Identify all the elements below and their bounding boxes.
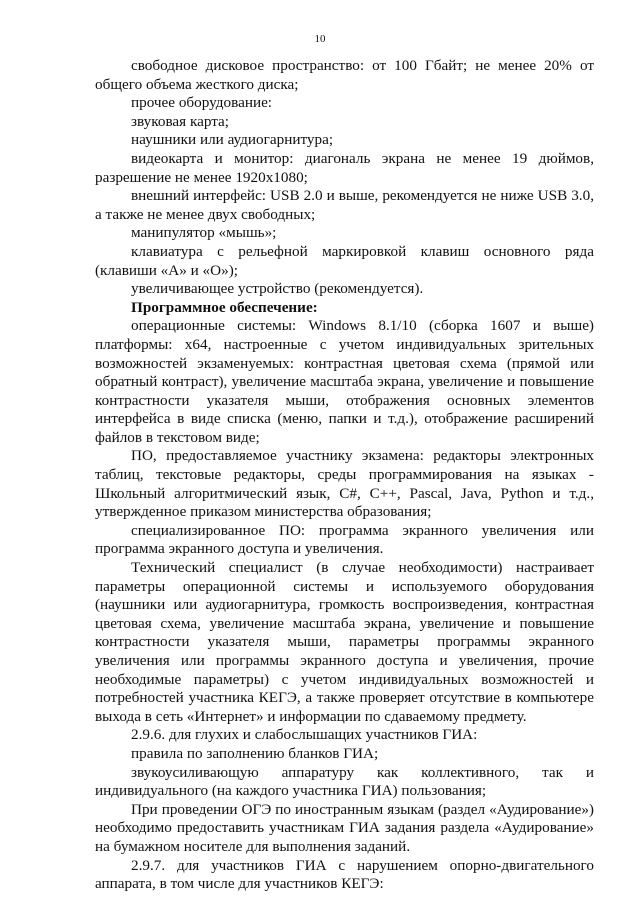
paragraph-foreign-language-exam: При проведении ОГЭ по иностранным языкам (раздел «Аудирование») необходимо предоставить участникам ГИА задания раздела «Аудирование» на бумажном носителе для выполнения заданий. bbox=[95, 800, 594, 855]
paragraph-sound-card: звуковая карта; bbox=[131, 112, 230, 130]
paragraph-2-9-6-heading: 2.9.6. для глухих и слабослышащих участников ГИА: bbox=[131, 726, 478, 744]
paragraph-magnifier: увеличивающее устройство (рекомендуется). bbox=[131, 280, 424, 298]
paragraph-sound-amplifier: звукоусиливающую аппаратуру как коллективного, так и индивидуального (на каждого участника ГИА) пользования; bbox=[95, 763, 594, 800]
paragraph-exam-software: ПО, предоставляемое участнику экзамена: редакторы электронных таблиц, текстовые редакторы, среды программирования на языках - Школьный алгоритмический язык, C#, C++, Pascal, Java, Python и т.д., утвержденное приказом министерства образования; bbox=[95, 447, 594, 521]
paragraph-keyboard: клавиатура с рельефной маркировкой клавиш основного ряда (клавиши «А» и «О»); bbox=[95, 242, 594, 279]
paragraph-mouse: манипулятор «мышь»; bbox=[131, 224, 277, 242]
paragraph-other-hardware: прочее оборудование: bbox=[131, 94, 273, 112]
paragraph-form-rules: правила по заполнению бланков ГИА; bbox=[131, 744, 379, 762]
document-body bbox=[95, 57, 594, 894]
section-heading-software: Программное обеспечение: bbox=[131, 298, 318, 316]
page-number: 10 bbox=[314, 33, 326, 45]
paragraph-headphones: наушники или аудиогарнитура; bbox=[131, 131, 334, 149]
paragraph-usb-interface: внешний интерфейс: USB 2.0 и выше, рекомендуется не ниже USB 3.0, а также не менее двух свободных; bbox=[95, 187, 594, 223]
paragraph-operating-systems: операционные системы: Windows 8.1/10 (сборка 1607 и выше) платформы: x64, настроенные с учетом индивидуальных зрительных возможностей экзаменуемых: контрастная цветовая схема (прямой или обратный контраст), увеличение масштаба экрана, увеличение и повышение контрастности указателя мыши, отображения основных элементов интерфейса в виде списка (меню, папки и т.д.), отображение расширений файлов в текстовом виде; bbox=[95, 317, 594, 446]
paragraph-disk-space: свободное дисковое пространство: от 100 Гбайт; не менее 20% от общего объема жесткого диска; bbox=[95, 57, 594, 93]
paragraph-videocard-monitor: видеокарта и монитор: диагональ экрана не менее 19 дюймов, разрешение не менее 1920х1080; bbox=[95, 149, 594, 186]
paragraph-technical-specialist: Технический специалист (в случае необходимости) настраивает параметры операционной системы и используемого оборудования (наушники или аудиогарнитура, громкость воспроизведения, контрастная цветовая схема, увеличение масштаба экрана, увеличение и повышение контрастности указателя мыши, параметры программы экранного увеличения или программы экранного доступа и увеличения, прочие необходимые параметры) с учетом индивидуальных возможностей и потребностей участника КЕГЭ, а также проверяет отсутствие в компьютере выхода в сеть «Интернет» и информации по сдаваемому предмету. bbox=[95, 559, 594, 725]
paragraph-special-software: специализированное ПО: программа экранного увеличения или программа экранного доступа и увеличения. bbox=[95, 521, 594, 558]
paragraph-2-9-7-heading: 2.9.7. для участников ГИА с нарушением опорно-двигательного аппарата, в том числе для участников КЕГЭ: bbox=[95, 856, 594, 893]
